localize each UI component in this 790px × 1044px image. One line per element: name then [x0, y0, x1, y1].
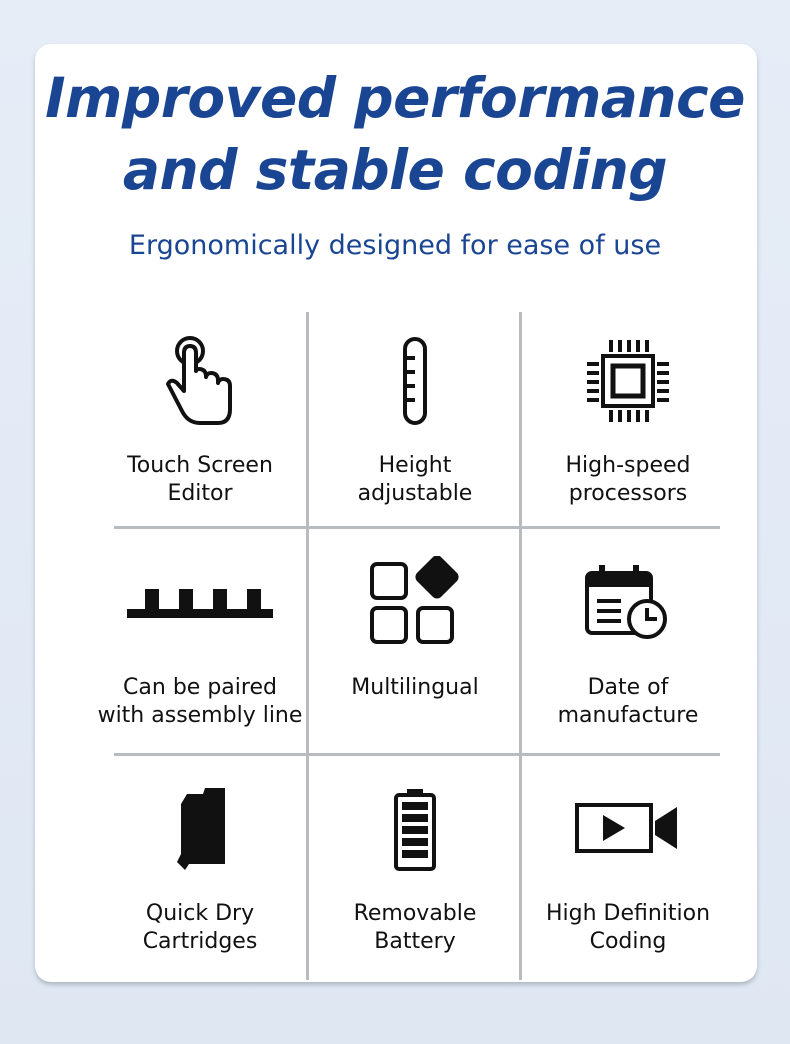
title-line-1: Improved performance	[45, 66, 745, 130]
feature-multilingual	[309, 530, 521, 752]
touch-finger-icon	[94, 326, 306, 436]
feature-label: Quick Dry Cartridges	[142, 901, 258, 954]
multilingual-grid-icon	[309, 548, 521, 658]
feature-label: Date of manufacture	[557, 675, 699, 728]
feature-high-speed-processors	[522, 308, 734, 530]
feature-label: Can be paired with assembly line	[97, 675, 303, 728]
feature-touch-screen	[94, 308, 306, 530]
assembly-line-icon	[94, 548, 306, 658]
height-gauge-icon	[309, 326, 521, 436]
feature-label: Height adjustable	[357, 453, 473, 506]
battery-icon	[309, 774, 521, 884]
feature-label: Removable Battery	[353, 901, 477, 954]
feature-removable-battery	[309, 756, 521, 978]
feature-assembly-line	[94, 530, 306, 752]
subtitle: Ergonomically designed for ease of use	[128, 230, 662, 261]
feature-label: High-speed processors	[565, 453, 691, 506]
title-line-2: and stable coding	[122, 138, 668, 202]
feature-label: Touch Screen Editor	[127, 453, 273, 506]
feature-label: Multilingual	[351, 675, 479, 700]
processor-chip-icon	[522, 326, 734, 436]
feature-label: High Definition Coding	[545, 901, 711, 954]
feature-high-definition-coding	[522, 756, 734, 978]
ink-cartridge-icon	[94, 774, 306, 884]
feature-height-adjustable	[309, 308, 521, 530]
feature-date-of-manufacture	[522, 530, 734, 752]
video-camera-icon	[522, 774, 734, 884]
feature-quick-dry-cartridges	[94, 756, 306, 978]
calendar-clock-icon	[522, 548, 734, 658]
